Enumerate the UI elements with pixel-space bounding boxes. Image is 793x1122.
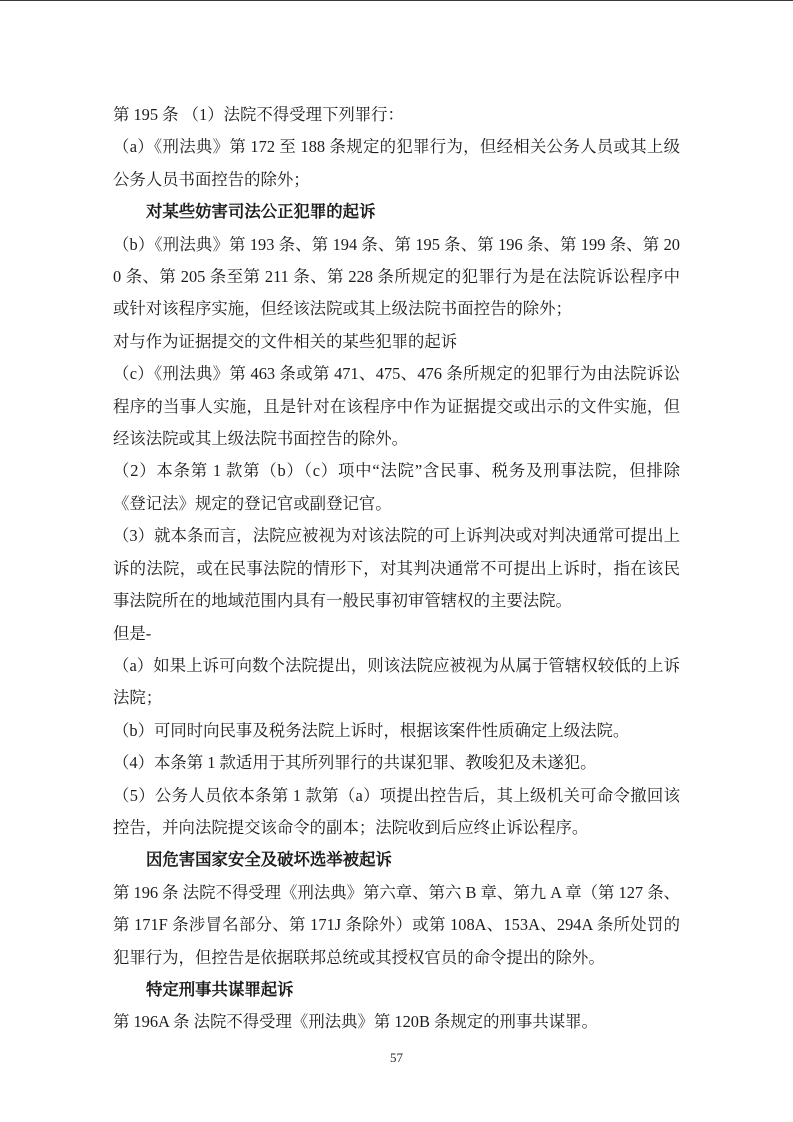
paragraph: （4）本条第 1 款适用于其所列罪行的共谋犯罪、教唆犯及未遂犯。 (113, 753, 597, 773)
paragraph: （b）可同时向民事及税务法院上诉时，根据该案件性质确定上级法院。 (113, 720, 630, 740)
scan-edge-line (0, 0, 793, 1)
page-number: 57 (390, 1050, 403, 1065)
paragraph: 第 196 条 法院不得受理《刑法典》第六章、第六 B 章、第九 A 章（第 127 条、第 171F 条涉冒名部分、第 171J 条除外）或第 108A、153A、294A 条所处罚的犯罪行为，但控告是依据联邦总统或其授权官员的命令提出的除外。 (113, 882, 680, 967)
paragraph: （2）本条第 1 款第（b）（c）项中“法院”含民事、税务及刑事法院，但排除《登记法》规定的登记官或副登记官。 (113, 461, 680, 513)
section-heading: 特定刑事共谋罪起诉 (146, 979, 294, 999)
paragraph: （5）公务人员依本条第 1 款第（a）项提出控告后，其上级机关可命令撤回该控告，并向法院提交该命令的副本；法院收到后应终止诉讼程序。 (113, 785, 680, 837)
section-heading: 对某些妨害司法公正犯罪的起诉 (146, 202, 376, 222)
paragraph: （a）《刑法典》第 172 至 188 条规定的犯罪行为，但经相关公务人员或其上级公务人员书面控告的除外； (113, 137, 680, 189)
section-heading: 因危害国家安全及破坏选举被起诉 (146, 850, 392, 870)
document-body (113, 99, 680, 1039)
paragraph: 第 196A 条 法院不得受理《刑法典》第 120B 条规定的刑事共谋罪。 (113, 1012, 598, 1032)
paragraph: （a）如果上诉可向数个法院提出，则该法院应被视为从属于管辖权较低的上诉法院； (113, 655, 680, 708)
paragraph: 但是- (113, 623, 152, 643)
paragraph: （b）《刑法典》第 193 条、第 194 条、第 195 条、第 196 条、第 199 条、第 200 条、第 205 条至第 211 条、第 228 条所规定的犯罪行为是在法院诉讼程序中或针对该程序实施，但经该法院或其上级法院书面控告的除外； (113, 234, 680, 319)
paragraph: 第 195 条 （1）法院不得受理下列罪行： (113, 105, 404, 124)
paragraph: （c）《刑法典》第 463 条或第 471、475、476 条所规定的犯罪行为由法院诉讼程序的当事人实施，且是针对在该程序中作为证据提交或出示的文件实施，但经该法院或其上级法院书面控告的除外。 (113, 364, 680, 449)
paragraph: 对与作为证据提交的文件相关的某些犯罪的起诉 (113, 331, 458, 351)
paragraph: （3）就本条而言，法院应被视为对该法院的可上诉判决或对判决通常可提出上诉的法院，或在民事法院的情形下，对其判决通常不可提出上诉时，指在该民事法院所在的地域范围内具有一般民事初审管辖权的主要法院。 (113, 526, 680, 611)
